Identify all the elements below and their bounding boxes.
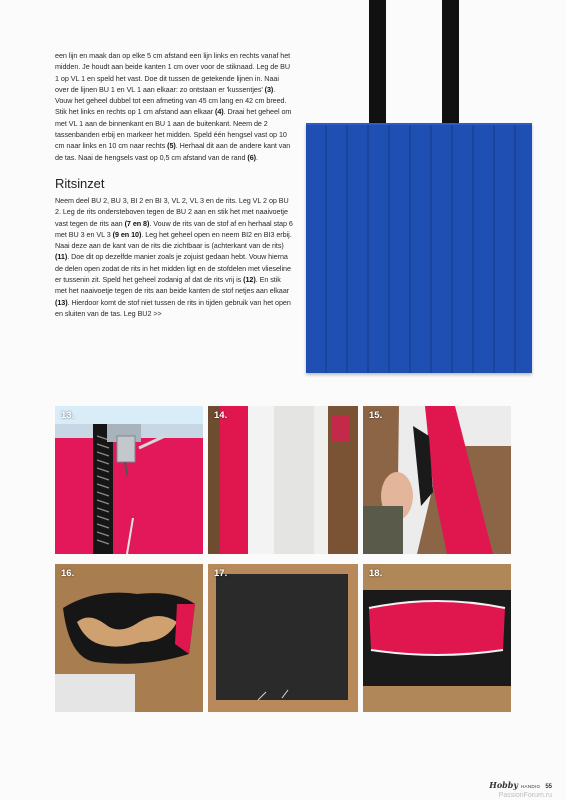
- ritsinzet-paragraph: [55, 195, 293, 319]
- paragraph-text: . Vouw het geheel dubbel tot een afmeting van 45 cm lang en 42 cm breed. Stik het links en rechts op 1 cm afstand aan elkaar: [55, 84, 287, 117]
- step-photo-18: [363, 564, 511, 712]
- bag-opening-illustration: [55, 564, 203, 712]
- step-photo-17: [208, 564, 358, 712]
- step-reference: (3): [264, 84, 274, 94]
- section-title: Ritsinzet: [55, 175, 105, 191]
- step-reference: (12): [243, 275, 256, 285]
- black-fabric-square-illustration: [208, 564, 358, 712]
- page-number: 55: [545, 784, 552, 790]
- step-number-14: 14.: [214, 410, 228, 421]
- bag-lining-illustration: [363, 564, 511, 712]
- article-text-column: [55, 50, 293, 319]
- magazine-brand: Hobby: [489, 780, 518, 790]
- step-number-15: 15.: [369, 410, 383, 421]
- step-reference: (4): [215, 107, 224, 117]
- sewing-zipper-illustration: [55, 406, 203, 554]
- folding-fabric-illustration: [363, 406, 511, 554]
- step-number-18: 18.: [369, 568, 383, 579]
- paragraph-text: .: [256, 152, 258, 162]
- quilted-bag-body: [306, 123, 532, 373]
- paragraph-text: . Draai het geheel om met VL 1 aan de binnenkant en BU 1 aan de buitenkant. Neem de 2 tassenbanden erbij en markeer het midden. Speld één hengsel vast op 10 cm naar links en 10 cm naar rechts: [55, 107, 292, 151]
- step-reference: (5): [167, 141, 176, 151]
- fabric-layers-illustration: [208, 406, 358, 554]
- paragraph-text: een lijn en maak dan op elke 5 cm afstand een lijn links en rechts vanaf het midden. Je houdt aan beide kanten 1 cm over voor de stiknaad. Leg de BU 1 op VL 1 en speld het vast. Doe dit tussen de getekende lijnen in. Naai over de lijnen BU 1 en VL 1 aan elkaar: zo ontstaan er 'kussentjes': [55, 51, 291, 94]
- bag-strap-left: [369, 0, 386, 140]
- paragraph-text: . Vouw de rits van de stof af en herhaal stap 6 met BU 3 en VL 3: [55, 218, 293, 239]
- page-footer: [489, 780, 552, 790]
- paragraph-text: . Doe dit op dezelfde manier zoals je zojuist gedaan hebt. Vouw hierna de delen open zodat de rits in het midden ligt en de stofdelen met vlieseline er tussenin zit. Speld het geheel zodanig af dat de rits vrij is: [55, 252, 291, 285]
- paragraph-text: . Herhaal dit aan de andere kant van de tas. Naai de hengsels vast op 0,5 cm afstand van de rand: [55, 141, 291, 162]
- step-reference: (6): [247, 152, 257, 162]
- step-photo-13: [55, 406, 203, 554]
- step-number-17: 17.: [214, 568, 228, 579]
- step-photo-15: [363, 406, 511, 554]
- step-reference: (13): [55, 297, 68, 307]
- paragraph-text: . Leg het geheel open en neem BI2 en BI3 erbij. Naai deze aan de kant van de rits die zichtbaar is (achterkant van de rits): [55, 229, 292, 251]
- step-number-13: 13.: [61, 410, 75, 421]
- finished-bag-photo: [300, 0, 538, 380]
- step-number-16: 16.: [61, 568, 75, 579]
- magazine-brand-sub: HANDIG: [521, 784, 541, 789]
- paragraph-text: Neem deel BU 2, BU 3, BI 2 en BI 3, VL 2, VL 3 en de rits. Leg VL 2 op BU 2. Leg de rits ondersteboven tegen de BU 2 aan en stik het met naaivoetje vast tegen de rits aan: [55, 195, 289, 228]
- paragraph-text: . Hierdoor komt de stof niet tussen de rits in tijden gebruik van het open en sluiten van de tas. Leg BU2 >>: [55, 297, 291, 318]
- step-photo-16: [55, 564, 203, 712]
- step-reference: (7 en 8): [124, 218, 150, 228]
- paragraph-text: . En stik met het naaivoetje tegen de rits aan beide kanten de stof netjes aan elkaar: [55, 275, 289, 296]
- bag-strap-right: [442, 0, 459, 140]
- step-reference: (11): [55, 252, 68, 262]
- intro-paragraph: [55, 50, 293, 163]
- step-reference: (9 en 10): [112, 229, 142, 239]
- step-photo-14: [208, 406, 358, 554]
- watermark-text: PassionForum.ru: [498, 792, 552, 799]
